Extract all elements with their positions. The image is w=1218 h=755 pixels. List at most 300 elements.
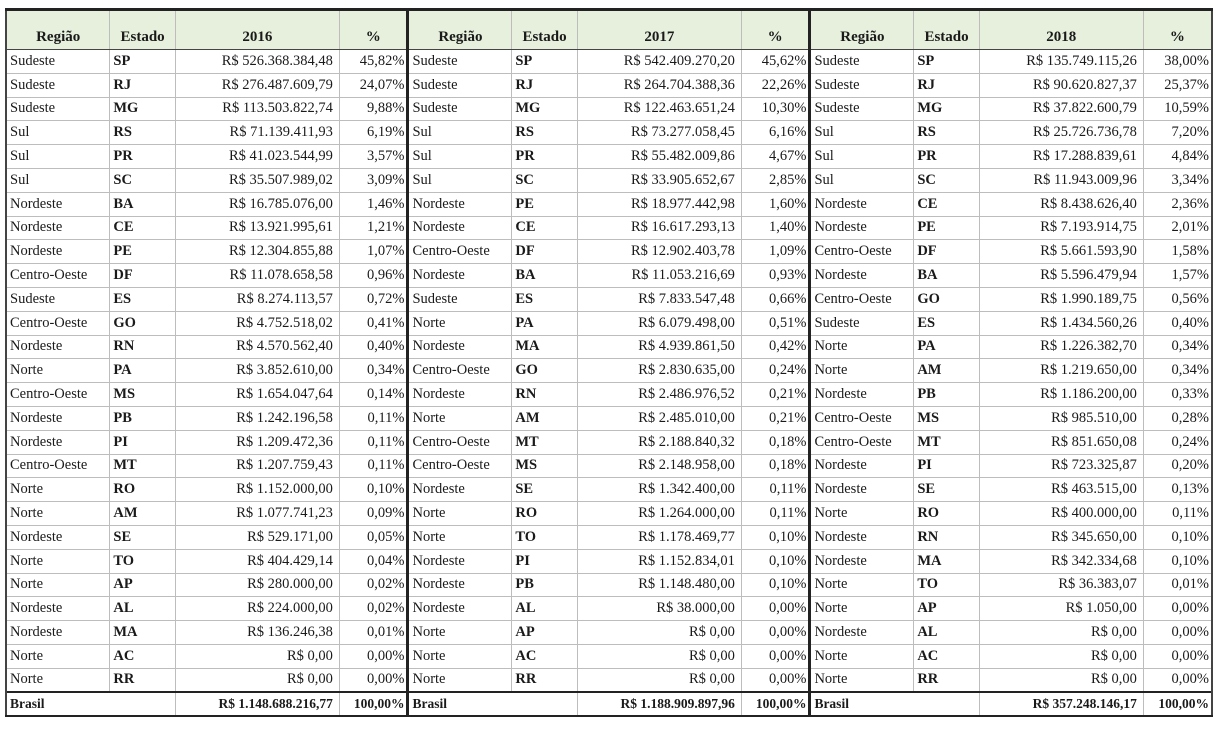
cell-valor-2017: R$ 7.833.547,48 bbox=[577, 287, 741, 311]
cell-estado-2017: MT bbox=[512, 430, 577, 454]
cell-regiao-2016: Sul bbox=[6, 121, 110, 145]
cell-estado-2018: SP bbox=[914, 50, 979, 74]
cell-pct-2017: 22,26% bbox=[741, 73, 810, 97]
cell-valor-2017: R$ 2.486.976,52 bbox=[577, 383, 741, 407]
cell-pct-2016: 0,72% bbox=[339, 287, 408, 311]
cell-pct-2018: 0,00% bbox=[1143, 644, 1212, 668]
cell-pct-2017: 0,42% bbox=[741, 335, 810, 359]
cell-regiao-2016: Sudeste bbox=[6, 50, 110, 74]
table-row bbox=[6, 145, 1212, 169]
cell-regiao-2016: Nordeste bbox=[6, 430, 110, 454]
cell-valor-2017: R$ 1.152.834,01 bbox=[577, 549, 741, 573]
cell-regiao-2016: Nordeste bbox=[6, 240, 110, 264]
cell-valor-2018: R$ 7.193.914,75 bbox=[979, 216, 1143, 240]
cell-regiao-2016: Nordeste bbox=[6, 192, 110, 216]
cell-estado-2017: AC bbox=[512, 644, 577, 668]
cell-valor-2017: R$ 0,00 bbox=[577, 668, 741, 692]
cell-pct-2018: 0,20% bbox=[1143, 454, 1212, 478]
cell-estado-2016: AC bbox=[110, 644, 175, 668]
cell-valor-2017: R$ 2.830.635,00 bbox=[577, 359, 741, 383]
cell-estado-2016: PR bbox=[110, 145, 175, 169]
cell-valor-2018: R$ 1.990.189,75 bbox=[979, 287, 1143, 311]
cell-valor-2017: R$ 264.704.388,36 bbox=[577, 73, 741, 97]
cell-estado-2016: PE bbox=[110, 240, 175, 264]
header-regiao-2018: Região bbox=[810, 10, 914, 50]
cell-estado-2018: GO bbox=[914, 287, 979, 311]
cell-regiao-2016: Nordeste bbox=[6, 525, 110, 549]
cell-pct-2017: 0,93% bbox=[741, 264, 810, 288]
cell-regiao-2018: Sudeste bbox=[810, 97, 914, 121]
cell-regiao-2016: Norte bbox=[6, 359, 110, 383]
cell-regiao-2018: Sudeste bbox=[810, 73, 914, 97]
cell-pct-2018: 3,34% bbox=[1143, 168, 1212, 192]
cell-pct-2016: 0,02% bbox=[339, 597, 408, 621]
header-regiao-2017: Região bbox=[408, 10, 512, 50]
cell-estado-2017: RS bbox=[512, 121, 577, 145]
cell-pct-2017: 0,66% bbox=[741, 287, 810, 311]
cell-estado-2017: AL bbox=[512, 597, 577, 621]
cell-pct-2016: 45,82% bbox=[339, 50, 408, 74]
cell-pct-2018: 0,24% bbox=[1143, 430, 1212, 454]
table-row bbox=[6, 264, 1212, 288]
header-estado-2016: Estado bbox=[110, 10, 175, 50]
cell-valor-2016: R$ 1.152.000,00 bbox=[175, 478, 339, 502]
cell-regiao-2018: Nordeste bbox=[810, 549, 914, 573]
cell-regiao-2016: Centro-Oeste bbox=[6, 311, 110, 335]
cell-estado-2017: TO bbox=[512, 525, 577, 549]
cell-estado-2016: RR bbox=[110, 668, 175, 692]
cell-regiao-2017: Sul bbox=[408, 168, 512, 192]
investment-by-state-table bbox=[5, 8, 1213, 717]
table-wrapper bbox=[5, 8, 1213, 717]
cell-estado-2016: DF bbox=[110, 264, 175, 288]
cell-valor-2016: R$ 4.570.562,40 bbox=[175, 335, 339, 359]
cell-estado-2016: PI bbox=[110, 430, 175, 454]
cell-valor-2016: R$ 1.077.741,23 bbox=[175, 502, 339, 526]
cell-regiao-2018: Sudeste bbox=[810, 311, 914, 335]
cell-valor-2016: R$ 1.209.472,36 bbox=[175, 430, 339, 454]
cell-regiao-2017: Nordeste bbox=[408, 573, 512, 597]
cell-valor-2018: R$ 1.050,00 bbox=[979, 597, 1143, 621]
cell-estado-2018: AC bbox=[914, 644, 979, 668]
cell-estado-2017: AP bbox=[512, 621, 577, 645]
cell-regiao-2018: Sul bbox=[810, 121, 914, 145]
header-regiao-2016: Região bbox=[6, 10, 110, 50]
total-label-2017: Brasil bbox=[408, 692, 577, 716]
cell-valor-2016: R$ 3.852.610,00 bbox=[175, 359, 339, 383]
cell-regiao-2018: Norte bbox=[810, 573, 914, 597]
cell-regiao-2016: Sul bbox=[6, 168, 110, 192]
cell-pct-2018: 0,00% bbox=[1143, 597, 1212, 621]
cell-pct-2016: 6,19% bbox=[339, 121, 408, 145]
cell-valor-2016: R$ 8.274.113,57 bbox=[175, 287, 339, 311]
cell-regiao-2017: Nordeste bbox=[408, 383, 512, 407]
cell-pct-2018: 0,56% bbox=[1143, 287, 1212, 311]
cell-valor-2017: R$ 73.277.058,45 bbox=[577, 121, 741, 145]
cell-valor-2017: R$ 2.148.958,00 bbox=[577, 454, 741, 478]
cell-regiao-2018: Norte bbox=[810, 644, 914, 668]
cell-valor-2018: R$ 11.943.009,96 bbox=[979, 168, 1143, 192]
cell-valor-2018: R$ 37.822.600,79 bbox=[979, 97, 1143, 121]
cell-estado-2018: RS bbox=[914, 121, 979, 145]
cell-pct-2017: 6,16% bbox=[741, 121, 810, 145]
table-row bbox=[6, 335, 1212, 359]
cell-estado-2017: BA bbox=[512, 264, 577, 288]
cell-valor-2018: R$ 5.596.479,94 bbox=[979, 264, 1143, 288]
cell-pct-2017: 0,21% bbox=[741, 406, 810, 430]
table-footer bbox=[6, 692, 1212, 716]
cell-pct-2016: 9,88% bbox=[339, 97, 408, 121]
cell-regiao-2017: Sudeste bbox=[408, 50, 512, 74]
total-pct-2016: 100,00% bbox=[339, 692, 408, 716]
cell-estado-2018: RN bbox=[914, 525, 979, 549]
cell-regiao-2017: Nordeste bbox=[408, 478, 512, 502]
cell-valor-2018: R$ 1.186.200,00 bbox=[979, 383, 1143, 407]
cell-estado-2016: MA bbox=[110, 621, 175, 645]
cell-valor-2016: R$ 0,00 bbox=[175, 644, 339, 668]
cell-estado-2018: DF bbox=[914, 240, 979, 264]
cell-regiao-2018: Sul bbox=[810, 168, 914, 192]
cell-regiao-2017: Centro-Oeste bbox=[408, 454, 512, 478]
cell-valor-2017: R$ 2.485.010,00 bbox=[577, 406, 741, 430]
cell-regiao-2016: Norte bbox=[6, 549, 110, 573]
table-row bbox=[6, 73, 1212, 97]
cell-valor-2016: R$ 526.368.384,48 bbox=[175, 50, 339, 74]
cell-valor-2016: R$ 1.654.047,64 bbox=[175, 383, 339, 407]
cell-estado-2016: AL bbox=[110, 597, 175, 621]
header-estado-2017: Estado bbox=[512, 10, 577, 50]
cell-valor-2018: R$ 851.650,08 bbox=[979, 430, 1143, 454]
cell-estado-2016: MG bbox=[110, 97, 175, 121]
cell-pct-2017: 0,24% bbox=[741, 359, 810, 383]
cell-pct-2016: 0,09% bbox=[339, 502, 408, 526]
table-row bbox=[6, 430, 1212, 454]
cell-estado-2017: DF bbox=[512, 240, 577, 264]
header-pct-2017: % bbox=[741, 10, 810, 50]
cell-regiao-2016: Nordeste bbox=[6, 335, 110, 359]
cell-valor-2017: R$ 0,00 bbox=[577, 621, 741, 645]
cell-valor-2018: R$ 723.325,87 bbox=[979, 454, 1143, 478]
cell-valor-2016: R$ 12.304.855,88 bbox=[175, 240, 339, 264]
cell-regiao-2017: Centro-Oeste bbox=[408, 430, 512, 454]
cell-pct-2018: 38,00% bbox=[1143, 50, 1212, 74]
cell-valor-2018: R$ 5.661.593,90 bbox=[979, 240, 1143, 264]
cell-valor-2016: R$ 136.246,38 bbox=[175, 621, 339, 645]
cell-estado-2016: RN bbox=[110, 335, 175, 359]
cell-regiao-2017: Sudeste bbox=[408, 73, 512, 97]
table-row bbox=[6, 287, 1212, 311]
cell-regiao-2016: Sul bbox=[6, 145, 110, 169]
cell-valor-2016: R$ 280.000,00 bbox=[175, 573, 339, 597]
cell-pct-2017: 0,10% bbox=[741, 573, 810, 597]
cell-pct-2017: 0,00% bbox=[741, 597, 810, 621]
cell-regiao-2018: Norte bbox=[810, 668, 914, 692]
table-row bbox=[6, 192, 1212, 216]
cell-estado-2017: AM bbox=[512, 406, 577, 430]
cell-estado-2018: MA bbox=[914, 549, 979, 573]
cell-estado-2018: RJ bbox=[914, 73, 979, 97]
cell-valor-2018: R$ 90.620.827,37 bbox=[979, 73, 1143, 97]
cell-valor-2016: R$ 1.207.759,43 bbox=[175, 454, 339, 478]
cell-valor-2018: R$ 0,00 bbox=[979, 668, 1143, 692]
cell-regiao-2016: Centro-Oeste bbox=[6, 383, 110, 407]
cell-estado-2017: SC bbox=[512, 168, 577, 192]
cell-valor-2018: R$ 463.515,00 bbox=[979, 478, 1143, 502]
cell-pct-2016: 0,34% bbox=[339, 359, 408, 383]
cell-estado-2018: RO bbox=[914, 502, 979, 526]
cell-pct-2018: 0,10% bbox=[1143, 525, 1212, 549]
cell-pct-2016: 0,11% bbox=[339, 406, 408, 430]
cell-estado-2018: PI bbox=[914, 454, 979, 478]
cell-estado-2017: CE bbox=[512, 216, 577, 240]
cell-regiao-2016: Nordeste bbox=[6, 621, 110, 645]
cell-estado-2017: SE bbox=[512, 478, 577, 502]
cell-valor-2016: R$ 16.785.076,00 bbox=[175, 192, 339, 216]
cell-estado-2018: PR bbox=[914, 145, 979, 169]
cell-estado-2016: SP bbox=[110, 50, 175, 74]
cell-valor-2018: R$ 1.226.382,70 bbox=[979, 335, 1143, 359]
cell-valor-2016: R$ 71.139.411,93 bbox=[175, 121, 339, 145]
cell-valor-2017: R$ 1.148.480,00 bbox=[577, 573, 741, 597]
cell-pct-2018: 0,34% bbox=[1143, 335, 1212, 359]
cell-regiao-2018: Sudeste bbox=[810, 50, 914, 74]
cell-regiao-2017: Nordeste bbox=[408, 192, 512, 216]
cell-pct-2016: 0,04% bbox=[339, 549, 408, 573]
cell-estado-2017: RR bbox=[512, 668, 577, 692]
cell-valor-2017: R$ 18.977.442,98 bbox=[577, 192, 741, 216]
table-row bbox=[6, 216, 1212, 240]
cell-estado-2016: GO bbox=[110, 311, 175, 335]
cell-valor-2017: R$ 2.188.840,32 bbox=[577, 430, 741, 454]
cell-valor-2016: R$ 13.921.995,61 bbox=[175, 216, 339, 240]
cell-estado-2017: MA bbox=[512, 335, 577, 359]
cell-pct-2018: 0,00% bbox=[1143, 668, 1212, 692]
cell-pct-2018: 4,84% bbox=[1143, 145, 1212, 169]
header-year-2017: 2017 bbox=[577, 10, 741, 50]
cell-valor-2018: R$ 342.334,68 bbox=[979, 549, 1143, 573]
cell-pct-2017: 2,85% bbox=[741, 168, 810, 192]
table-row bbox=[6, 597, 1212, 621]
cell-pct-2017: 0,00% bbox=[741, 621, 810, 645]
cell-valor-2016: R$ 1.242.196,58 bbox=[175, 406, 339, 430]
cell-regiao-2016: Norte bbox=[6, 668, 110, 692]
cell-pct-2016: 0,01% bbox=[339, 621, 408, 645]
cell-pct-2018: 0,10% bbox=[1143, 549, 1212, 573]
table-row bbox=[6, 454, 1212, 478]
cell-pct-2016: 0,00% bbox=[339, 668, 408, 692]
header-estado-2018: Estado bbox=[914, 10, 979, 50]
header-year-2018: 2018 bbox=[979, 10, 1143, 50]
cell-estado-2017: RJ bbox=[512, 73, 577, 97]
cell-regiao-2017: Sudeste bbox=[408, 287, 512, 311]
cell-regiao-2016: Sudeste bbox=[6, 287, 110, 311]
table-row bbox=[6, 406, 1212, 430]
cell-estado-2016: MS bbox=[110, 383, 175, 407]
total-pct-2018: 100,00% bbox=[1143, 692, 1212, 716]
cell-valor-2016: R$ 11.078.658,58 bbox=[175, 264, 339, 288]
cell-pct-2016: 0,10% bbox=[339, 478, 408, 502]
table-row bbox=[6, 573, 1212, 597]
cell-regiao-2018: Centro-Oeste bbox=[810, 287, 914, 311]
cell-regiao-2017: Norte bbox=[408, 668, 512, 692]
cell-regiao-2018: Sul bbox=[810, 145, 914, 169]
cell-valor-2017: R$ 12.902.403,78 bbox=[577, 240, 741, 264]
cell-valor-2017: R$ 6.079.498,00 bbox=[577, 311, 741, 335]
cell-valor-2016: R$ 35.507.989,02 bbox=[175, 168, 339, 192]
cell-valor-2017: R$ 4.939.861,50 bbox=[577, 335, 741, 359]
cell-regiao-2017: Norte bbox=[408, 311, 512, 335]
cell-estado-2018: CE bbox=[914, 192, 979, 216]
cell-estado-2017: MG bbox=[512, 97, 577, 121]
cell-valor-2017: R$ 55.482.009,86 bbox=[577, 145, 741, 169]
table-row bbox=[6, 168, 1212, 192]
cell-pct-2017: 1,40% bbox=[741, 216, 810, 240]
cell-valor-2017: R$ 1.178.469,77 bbox=[577, 525, 741, 549]
cell-regiao-2017: Norte bbox=[408, 644, 512, 668]
cell-pct-2016: 1,46% bbox=[339, 192, 408, 216]
cell-regiao-2018: Nordeste bbox=[810, 264, 914, 288]
cell-estado-2017: ES bbox=[512, 287, 577, 311]
cell-estado-2018: MT bbox=[914, 430, 979, 454]
cell-estado-2016: PB bbox=[110, 406, 175, 430]
cell-valor-2018: R$ 1.434.560,26 bbox=[979, 311, 1143, 335]
cell-pct-2018: 25,37% bbox=[1143, 73, 1212, 97]
cell-pct-2017: 0,11% bbox=[741, 502, 810, 526]
cell-estado-2018: BA bbox=[914, 264, 979, 288]
cell-regiao-2016: Centro-Oeste bbox=[6, 264, 110, 288]
cell-valor-2016: R$ 224.000,00 bbox=[175, 597, 339, 621]
cell-pct-2016: 0,41% bbox=[339, 311, 408, 335]
total-value-2017: R$ 1.188.909.897,96 bbox=[577, 692, 741, 716]
cell-regiao-2017: Centro-Oeste bbox=[408, 359, 512, 383]
cell-estado-2017: PI bbox=[512, 549, 577, 573]
cell-estado-2017: RO bbox=[512, 502, 577, 526]
cell-pct-2017: 10,30% bbox=[741, 97, 810, 121]
cell-estado-2016: SC bbox=[110, 168, 175, 192]
table-row bbox=[6, 668, 1212, 692]
cell-pct-2016: 0,40% bbox=[339, 335, 408, 359]
table-row bbox=[6, 97, 1212, 121]
cell-regiao-2018: Nordeste bbox=[810, 216, 914, 240]
cell-regiao-2017: Nordeste bbox=[408, 597, 512, 621]
cell-pct-2016: 0,11% bbox=[339, 454, 408, 478]
cell-pct-2016: 24,07% bbox=[339, 73, 408, 97]
cell-pct-2017: 0,00% bbox=[741, 668, 810, 692]
cell-estado-2018: PA bbox=[914, 335, 979, 359]
cell-estado-2018: PB bbox=[914, 383, 979, 407]
cell-regiao-2016: Centro-Oeste bbox=[6, 454, 110, 478]
cell-valor-2016: R$ 113.503.822,74 bbox=[175, 97, 339, 121]
cell-pct-2017: 0,11% bbox=[741, 478, 810, 502]
cell-valor-2018: R$ 345.650,00 bbox=[979, 525, 1143, 549]
cell-valor-2016: R$ 276.487.609,79 bbox=[175, 73, 339, 97]
cell-regiao-2016: Norte bbox=[6, 478, 110, 502]
cell-regiao-2018: Norte bbox=[810, 597, 914, 621]
cell-valor-2018: R$ 0,00 bbox=[979, 621, 1143, 645]
cell-valor-2016: R$ 41.023.544,99 bbox=[175, 145, 339, 169]
cell-pct-2018: 2,36% bbox=[1143, 192, 1212, 216]
cell-estado-2017: RN bbox=[512, 383, 577, 407]
cell-regiao-2018: Centro-Oeste bbox=[810, 240, 914, 264]
total-pct-2017: 100,00% bbox=[741, 692, 810, 716]
cell-pct-2016: 0,96% bbox=[339, 264, 408, 288]
cell-valor-2018: R$ 0,00 bbox=[979, 644, 1143, 668]
cell-valor-2018: R$ 25.726.736,78 bbox=[979, 121, 1143, 145]
cell-pct-2016: 1,21% bbox=[339, 216, 408, 240]
table-body bbox=[6, 50, 1212, 693]
cell-pct-2017: 4,67% bbox=[741, 145, 810, 169]
cell-valor-2017: R$ 11.053.216,69 bbox=[577, 264, 741, 288]
cell-regiao-2018: Nordeste bbox=[810, 478, 914, 502]
table-row bbox=[6, 549, 1212, 573]
cell-regiao-2017: Sudeste bbox=[408, 97, 512, 121]
cell-pct-2017: 1,60% bbox=[741, 192, 810, 216]
total-label-2016: Brasil bbox=[6, 692, 175, 716]
header-pct-2018: % bbox=[1143, 10, 1212, 50]
cell-regiao-2018: Nordeste bbox=[810, 192, 914, 216]
cell-regiao-2017: Nordeste bbox=[408, 216, 512, 240]
cell-pct-2016: 3,09% bbox=[339, 168, 408, 192]
cell-estado-2017: PE bbox=[512, 192, 577, 216]
cell-valor-2017: R$ 1.264.000,00 bbox=[577, 502, 741, 526]
total-value-2016: R$ 1.148.688.216,77 bbox=[175, 692, 339, 716]
cell-regiao-2016: Norte bbox=[6, 573, 110, 597]
cell-regiao-2017: Nordeste bbox=[408, 264, 512, 288]
cell-estado-2018: MS bbox=[914, 406, 979, 430]
cell-regiao-2016: Norte bbox=[6, 644, 110, 668]
cell-regiao-2017: Sul bbox=[408, 121, 512, 145]
cell-pct-2017: 0,10% bbox=[741, 549, 810, 573]
cell-valor-2017: R$ 122.463.651,24 bbox=[577, 97, 741, 121]
table-row bbox=[6, 50, 1212, 74]
cell-pct-2016: 3,57% bbox=[339, 145, 408, 169]
table-row bbox=[6, 502, 1212, 526]
cell-pct-2016: 0,00% bbox=[339, 644, 408, 668]
cell-estado-2017: PR bbox=[512, 145, 577, 169]
table-row bbox=[6, 644, 1212, 668]
cell-estado-2016: SE bbox=[110, 525, 175, 549]
cell-pct-2018: 0,28% bbox=[1143, 406, 1212, 430]
cell-pct-2018: 10,59% bbox=[1143, 97, 1212, 121]
cell-estado-2018: SC bbox=[914, 168, 979, 192]
cell-estado-2018: RR bbox=[914, 668, 979, 692]
cell-pct-2016: 0,14% bbox=[339, 383, 408, 407]
cell-estado-2017: PB bbox=[512, 573, 577, 597]
cell-estado-2016: BA bbox=[110, 192, 175, 216]
cell-regiao-2016: Nordeste bbox=[6, 597, 110, 621]
cell-regiao-2017: Norte bbox=[408, 502, 512, 526]
cell-valor-2016: R$ 0,00 bbox=[175, 668, 339, 692]
table-row bbox=[6, 478, 1212, 502]
cell-valor-2018: R$ 17.288.839,61 bbox=[979, 145, 1143, 169]
cell-regiao-2018: Centro-Oeste bbox=[810, 430, 914, 454]
cell-estado-2016: ES bbox=[110, 287, 175, 311]
cell-valor-2017: R$ 1.342.400,00 bbox=[577, 478, 741, 502]
cell-pct-2017: 0,21% bbox=[741, 383, 810, 407]
cell-estado-2016: AP bbox=[110, 573, 175, 597]
cell-estado-2016: AM bbox=[110, 502, 175, 526]
cell-regiao-2016: Sudeste bbox=[6, 73, 110, 97]
cell-valor-2018: R$ 400.000,00 bbox=[979, 502, 1143, 526]
cell-estado-2016: RJ bbox=[110, 73, 175, 97]
cell-estado-2017: GO bbox=[512, 359, 577, 383]
cell-pct-2017: 0,51% bbox=[741, 311, 810, 335]
cell-regiao-2018: Nordeste bbox=[810, 621, 914, 645]
cell-pct-2016: 0,11% bbox=[339, 430, 408, 454]
cell-estado-2017: PA bbox=[512, 311, 577, 335]
cell-pct-2018: 0,11% bbox=[1143, 502, 1212, 526]
cell-valor-2017: R$ 542.409.270,20 bbox=[577, 50, 741, 74]
